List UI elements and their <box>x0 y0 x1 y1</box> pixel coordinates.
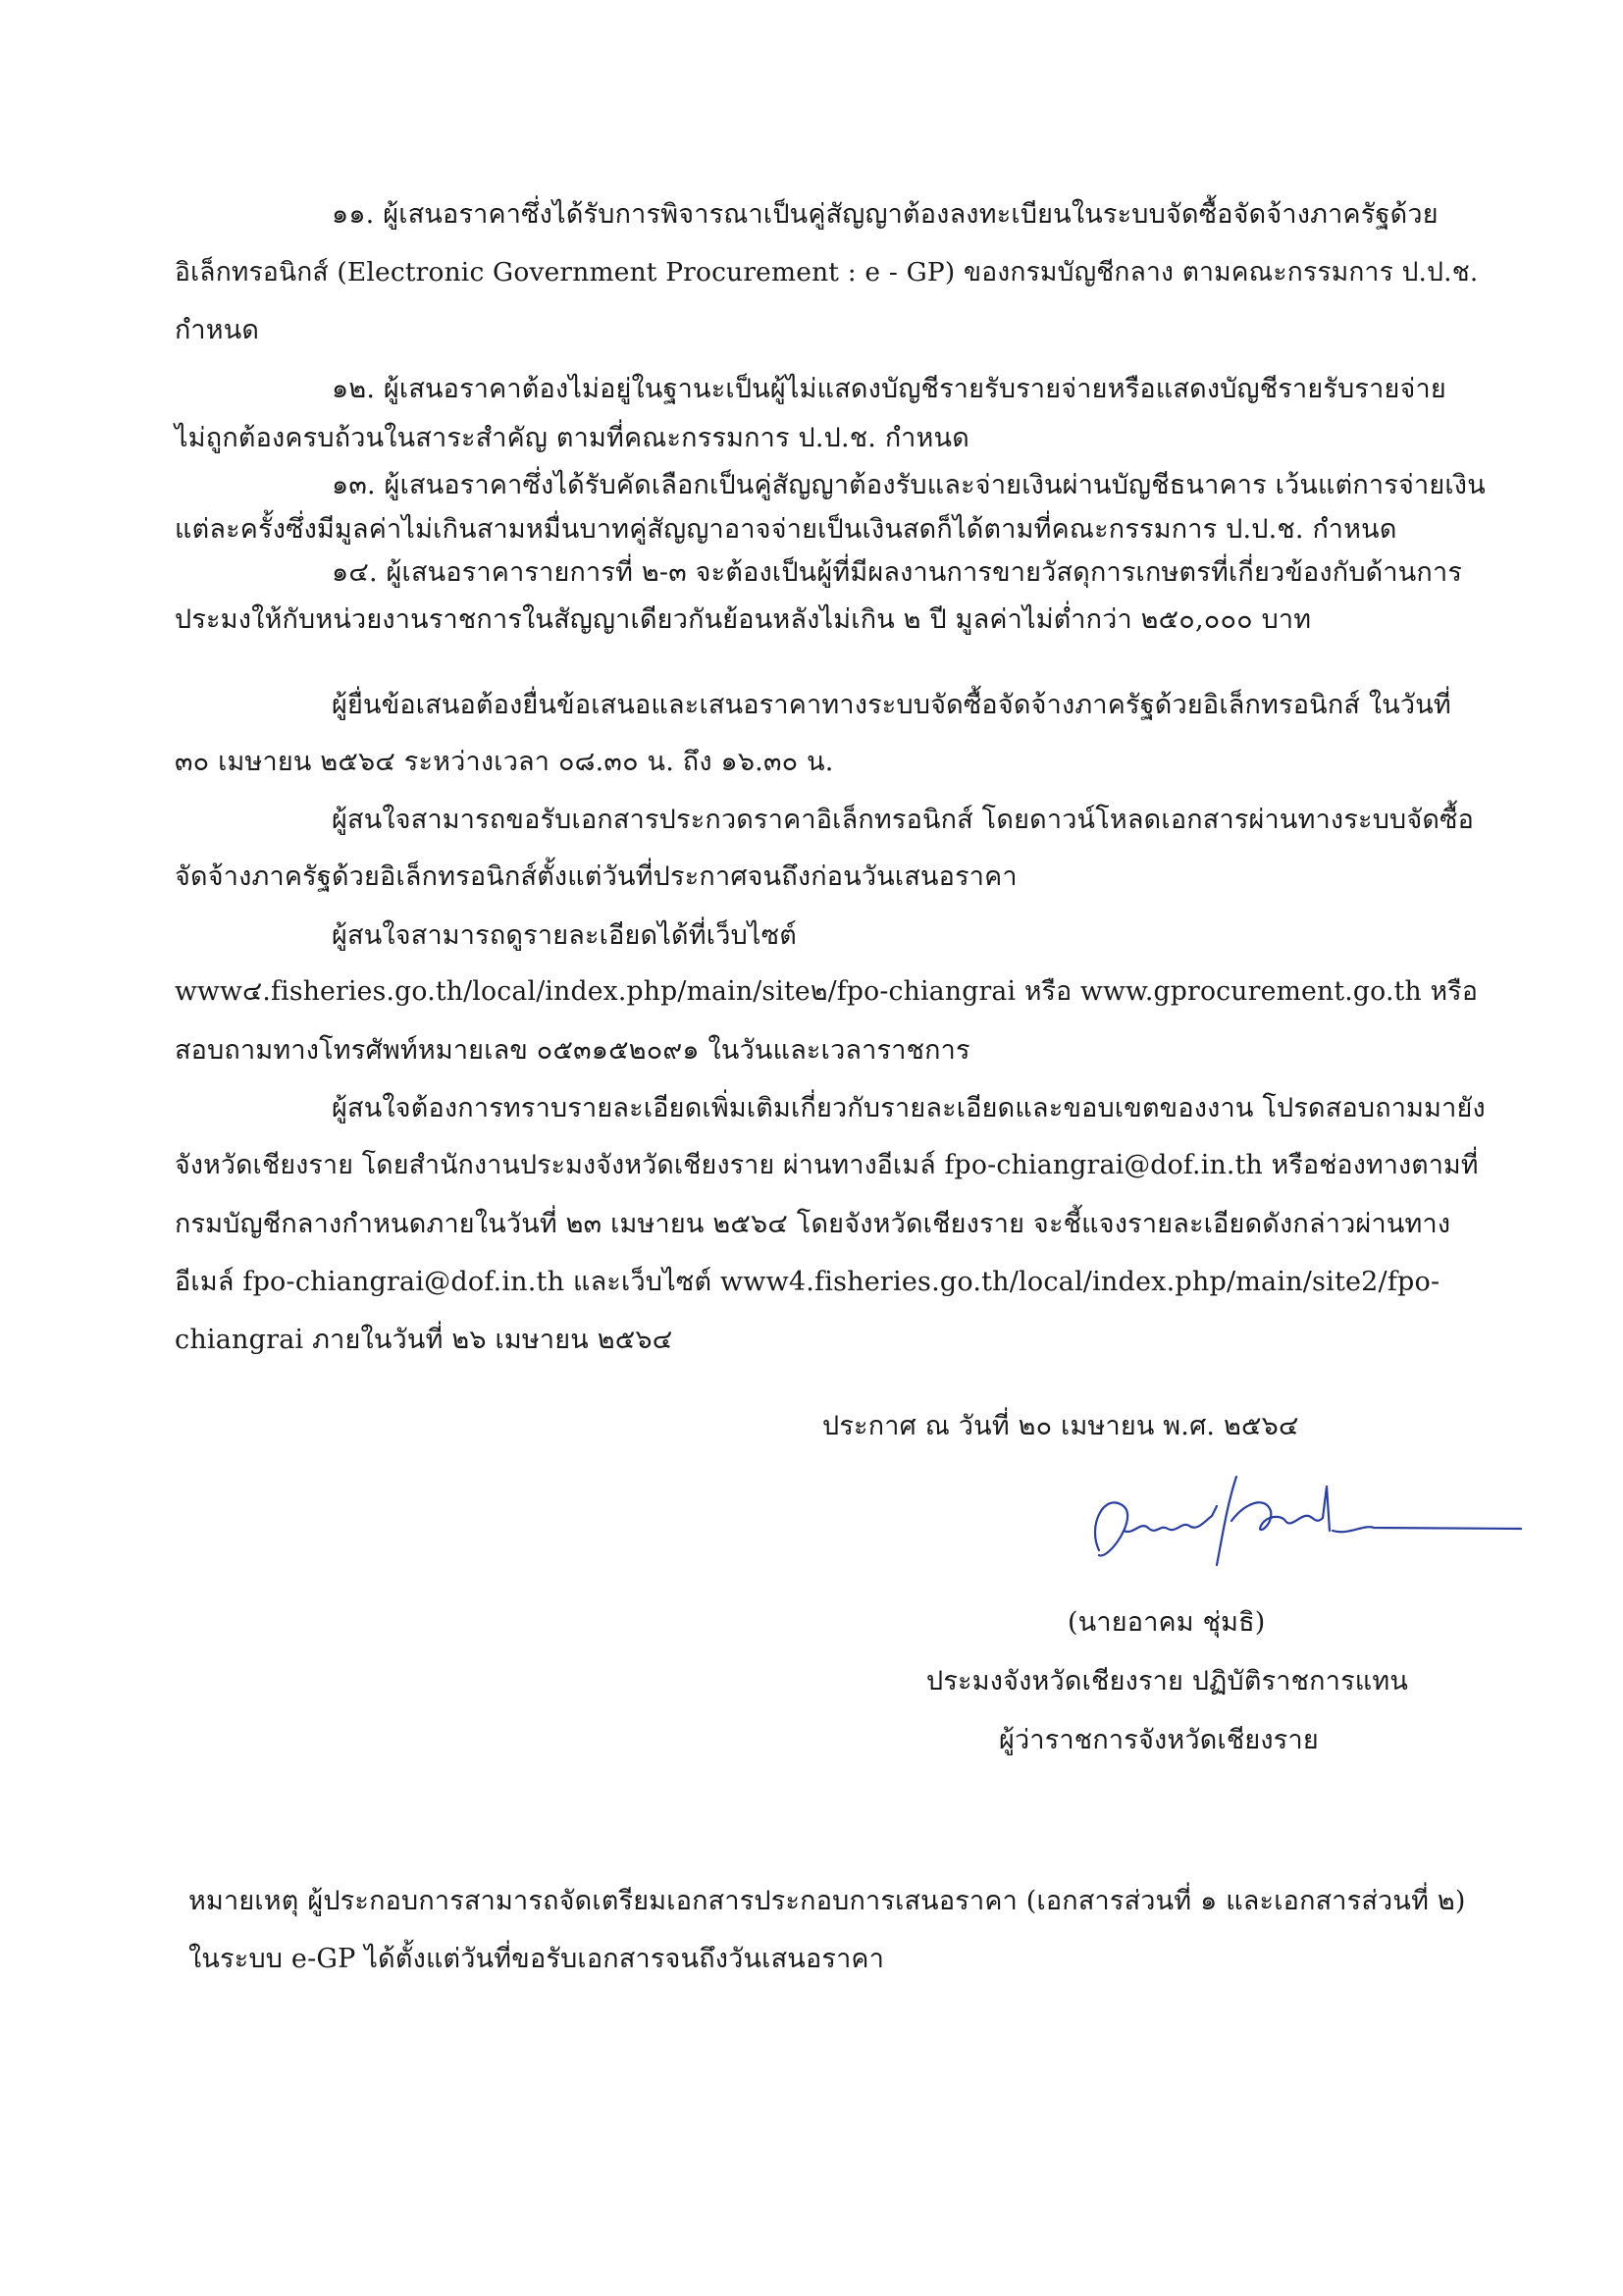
signature-image <box>1070 1467 1531 1585</box>
submission-line-1: ผู้ยื่นข้อเสนอต้องยื่นข้อเสนอและเสนอราคาทางระบบจัดซื้อจัดจ้างภาครัฐด้วยอิเล็กทรอนิกส์ ในวันที่ <box>332 690 1451 720</box>
signatory-name: (นายอาคม ชุ่มธิ) <box>1068 1607 1266 1638</box>
website-line-1: ผู้สนใจสามารถดูรายละเอียดได้ที่เว็บไซต์ <box>332 920 797 951</box>
announcement-date: ประกาศ ณ วันที่ ๒๐ เมษายน พ.ศ. ๒๕๖๔ <box>822 1411 1299 1441</box>
clause-11-line-1: ๑๑. ผู้เสนอราคาซึ่งได้รับการพิจารณาเป็นคู่สัญญาต้องลงทะเบียนในระบบจัดซื้อจัดจ้างภาครัฐด้วย <box>332 199 1439 230</box>
download-line-1: ผู้สนใจสามารถขอรับเอกสารประกวดราคาอิเล็กทรอนิกส์ โดยดาวน์โหลดเอกสารผ่านทางระบบจัดซื้อ <box>332 805 1475 835</box>
note-line-1: หมายเหตุ ผู้ประกอบการสามารถจัดเตรียมเอกสารประกอบการเสนอราคา (เอกสารส่วนที่ ๑ และเอกสารส่วนที่ ๒) <box>188 1886 1466 1916</box>
clause-13-line-2: แต่ละครั้งซึ่งมีมูลค่าไม่เกินสามหมื่นบาทคู่สัญญาอาจจ่ายเป็นเงินสดก็ได้ตามที่คณะกรรมการ ป.ป.ช. กำหนด <box>175 514 1397 545</box>
clause-13-line-1: ๑๓. ผู้เสนอราคาซึ่งได้รับคัดเลือกเป็นคู่สัญญาต้องรับและจ่ายเงินผ่านบัญชีธนาคาร เว้นแต่การจ่ายเงิน <box>332 470 1486 500</box>
inquiry-line-4: อีเมล์ fpo-chiangrai@dof.in.th และเว็บไซต์ www4.fisheries.go.th/local/index.php/main/site2/fpo- <box>175 1267 1440 1297</box>
inquiry-line-1: ผู้สนใจต้องการทราบรายละเอียดเพิ่มเติมเกี่ยวกับรายละเอียดและขอบเขตของงาน โปรดสอบถามมายัง <box>332 1093 1486 1123</box>
clause-11-line-3: กำหนด <box>175 315 260 345</box>
clause-14-line-1: ๑๔. ผู้เสนอราคารายการที่ ๒-๓ จะต้องเป็นผู้ที่มีผลงานการขายวัสดุการเกษตรที่เกี่ยวข้องกับด้านการ <box>332 557 1463 588</box>
submission-line-2: ๓๐ เมษายน ๒๕๖๔ ระหว่างเวลา ๐๘.๓๐ น. ถึง ๑๖.๓๐ น. <box>175 747 834 777</box>
clause-12-line-2: ไม่ถูกต้องครบถ้วนในสาระสำคัญ ตามที่คณะกรรมการ ป.ป.ช. กำหนด <box>175 423 969 453</box>
website-line-2: www๔.fisheries.go.th/local/index.php/main/site๒/fpo-chiangrai หรือ www.gprocurement.go.th หรือ <box>175 976 1479 1007</box>
signatory-position-1: ประมงจังหวัดเชียงราย ปฏิบัติราชการแทน <box>926 1666 1409 1696</box>
inquiry-line-5: chiangrai ภายในวันที่ ๒๖ เมษายน ๒๕๖๔ <box>175 1325 673 1355</box>
signature-stroke <box>1095 1477 1521 1565</box>
website-line-3: สอบถามทางโทรศัพท์หมายเลข ๐๕๓๑๕๒๐๙๑ ในวันและเวลาราชการ <box>175 1035 970 1066</box>
note-line-2: ในระบบ e-GP ได้ตั้งแต่วันที่ขอรับเอกสารจนถึงวันเสนอราคา <box>188 1944 885 1974</box>
download-line-2: จัดจ้างภาครัฐด้วยอิเล็กทรอนิกส์ตั้งแต่วันที่ประกาศจนถึงก่อนวันเสนอราคา <box>175 861 1018 892</box>
clause-11-line-2: อิเล็กทรอนิกส์ (Electronic Government Procurement : e - GP) ของกรมบัญชีกลาง ตามคณะกรรมการ ป.ป.ช. <box>175 257 1479 287</box>
clause-14-line-2: ประมงให้กับหน่วยงานราชการในสัญญาเดียวกันย้อนหลังไม่เกิน ๒ ปี มูลค่าไม่ต่ำกว่า ๒๕๐,๐๐๐ บาท <box>175 604 1312 635</box>
inquiry-line-2: จังหวัดเชียงราย โดยสำนักงานประมงจังหวัดเชียงราย ผ่านทางอีเมล์ fpo-chiangrai@dof.in.th หรือช่องทางตามที่ <box>175 1150 1479 1180</box>
clause-12-line-1: ๑๒. ผู้เสนอราคาต้องไม่อยู่ในฐานะเป็นผู้ไม่แสดงบัญชีรายรับรายจ่ายหรือแสดงบัญชีรายรับรายจ่าย <box>332 374 1446 404</box>
inquiry-line-3: กรมบัญชีกลางกำหนดภายในวันที่ ๒๓ เมษายน ๒๕๖๔ โดยจังหวัดเชียงราย จะชี้แจงรายละเอียดดังกล่าวผ่านทาง <box>175 1209 1451 1239</box>
signatory-position-2: ผู้ว่าราชการจังหวัดเชียงราย <box>999 1725 1319 1755</box>
